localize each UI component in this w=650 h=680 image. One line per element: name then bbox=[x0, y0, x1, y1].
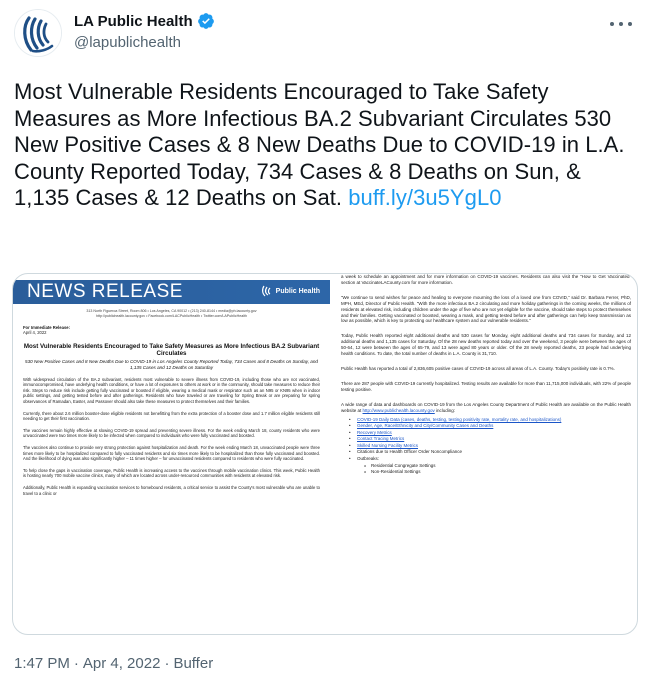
list-item[interactable] bbox=[357, 430, 631, 437]
data-dashboard-paragraph bbox=[341, 402, 631, 414]
public-health-url-link[interactable]: http://www.publichealth.lacounty.gov bbox=[362, 407, 435, 413]
tweet-source[interactable]: Buffer bbox=[173, 655, 214, 672]
document-paragraph: a week to schedule an appointment and for more information on COVID-19 vaccines. Residents can also visit the “How to Get Vaccinated” section at VaccinateLACounty.com for more information. bbox=[341, 274, 631, 285]
display-name[interactable]: LA Public Health bbox=[74, 12, 193, 30]
document-paragraph: Currently, there about 2.6 million booster-dose eligible residents not benefitting from the extra protection of a booster dose and 1.7 million eligible residents still needing to get their first vaccination. bbox=[23, 410, 320, 422]
list-text: Outbreaks: bbox=[357, 456, 380, 462]
document-paragraph: “We continue to send wishes for peace and healing to everyone mourning the loss of a loved one from COVID,” said Dr. Barbara Ferrer, PhD, MPH, MEd, Director of Public Health. “With the more infectious BA.2 circulating and more holiday gatherings in the coming weeks, the millions of residents at elevated risk, including children under the age of five who are not yet eligible for the vaccine, should take steps to protect themselves and their families. Getting vaccinated or boosted, wearing a mask, and getting tested before and after gatherings can help keep transmission as low as possible, which is key to protecting our healthcare system and our vulnerable residents.” bbox=[341, 294, 631, 324]
avatar[interactable] bbox=[14, 9, 62, 57]
document-address: 313 North Figueroa Street, Room 806 • Los Angeles, CA 90012 • (213) 240-8144 • media@ph.lacounty.gov bbox=[86, 309, 257, 313]
list-item[interactable] bbox=[357, 423, 631, 430]
sub-list-text: Residential Congregate Settings bbox=[371, 462, 436, 468]
list-item[interactable] bbox=[357, 417, 631, 424]
dot-icon bbox=[619, 22, 623, 26]
document-paragraph: The vaccines remain highly effective at slowing COVID-19 spread and preventing severe illness. For the week ending March 18, county residents who were unvaccinated were two times more likely to be infected when compared to individuals who were fully vaccinated and boosted. bbox=[23, 427, 320, 439]
county-seal-icon bbox=[261, 285, 273, 297]
sub-list bbox=[357, 463, 631, 476]
document-paragraph: Additionally, Public Health is expanding vaccination services to homebound residents, a critical service to assist the County's most vulnerable who are unable to travel to a clinic or bbox=[23, 484, 320, 496]
document-social-links: http://publichealth.lacounty.gov • Facebook.com/LACPublicHealth • Twitter.com/LAPublicHealth bbox=[95, 314, 247, 318]
data-intro: A wide range of data and dashboards on COVID-19 from the Los Angeles County Department of Public Health are available on the Public Health website at bbox=[341, 401, 631, 413]
document-headline: Most Vulnerable Residents Encouraged to Take Safety Measures as More Infectious BA.2 Subvariant Circulates bbox=[23, 342, 320, 357]
list-item[interactable] bbox=[357, 436, 631, 443]
release-label: For Immediate Release: bbox=[23, 325, 71, 330]
data-list bbox=[341, 417, 631, 476]
public-health-logo-text: Public Health bbox=[275, 287, 320, 295]
tweet-date[interactable]: Apr 4, 2022 bbox=[82, 655, 161, 672]
data-intro-tail: including: bbox=[436, 407, 456, 413]
meta-separator: · bbox=[164, 655, 170, 672]
public-health-logo bbox=[261, 285, 320, 297]
document-paragraph: Today, Public Health reported eight additional deaths and 530 cases for Monday, eight additional deaths and 734 cases for Sunday, and 12 additional deaths and 1,135 cases for Saturday. Of the 28 new deaths reported today and over the weekend, 3 people were between the ages of 50-64, 12 were between the ages of 65-79, and 13 were aged 80 years or older. Of the 28 newly reported deaths, 23 people had underlying health conditions. To date, the total number of deaths in L.A. County is 31,710. bbox=[341, 333, 631, 357]
account-handle[interactable]: @lapublichealth bbox=[74, 34, 181, 51]
list-item[interactable] bbox=[357, 443, 631, 450]
list-link[interactable]: Recovery Metrics bbox=[357, 429, 392, 435]
tweet-time[interactable]: 1:47 PM bbox=[14, 655, 70, 672]
document-paragraph: With widespread circulation of the BA.2 subvariant, residents most vulnerable to severe illness from COVID-19, including those who are not vaccinated, immunocompromised, have underlying health conditions, or have a lot of exposures to others at work or in the community, should take measures to reduce their risk. Steps to reduce risk include getting fully vaccinated or boosted if eligible, wearing a medical mask or respirator such as an N95 or KN95 when in indoor public settings, and getting tested before and after gatherings. Residents who have traveled or are traveling for Spring Break or are preparing for spring observances of Ramadan, Easter, and Passover should also take these measures to protect themselves and their families. bbox=[23, 376, 320, 404]
document-paragraph: There are 287 people with COVID-19 currently hospitalized. Testing results are available for more than 11,715,000 individuals, with 22% of people testing positive. bbox=[341, 380, 631, 392]
list-link[interactable]: COVID-19 Daily Data (cases, deaths, testing, testing positivity rate, mortality rate, and hospitalizations) bbox=[357, 416, 562, 422]
document-paragraph: The vaccines also continue to provide very strong protection against hospitalization and death. For the week ending March 18, unvaccinated people were three times more likely to be hospitalized compared to fully vaccinated residents and six times more likely to be hospitalized than those fully vaccinated and boosted. And the likelihood of dying was also significantly higher – 11 times higher – for unvaccinated residents compared to residents who were fully vaccinated. bbox=[23, 444, 320, 462]
list-item bbox=[357, 456, 631, 476]
meta-separator: · bbox=[73, 655, 79, 672]
verified-badge-icon bbox=[197, 12, 215, 30]
la-county-logo-icon bbox=[15, 10, 62, 57]
list-text: Citations due to Health Officer Order Noncompliance bbox=[357, 449, 462, 455]
list-link[interactable]: Skilled Nursing Facility Metrics bbox=[357, 442, 419, 448]
list-link[interactable]: Gender, Age, Race/Ethnicity and City/Community Cases and Deaths bbox=[357, 423, 494, 429]
document-paragraph: To help close the gaps in vaccination coverage, Public Health is increasing access to the vaccines through mobile vaccination clinics. This week, Public Health is hosting nearly 700 mobile vaccine clinics, many of which are located across under-resourced communities with residents at elevated risk. bbox=[23, 467, 320, 479]
tweet-text bbox=[14, 79, 640, 212]
tweet-link[interactable]: buff.ly/3u5YgL0 bbox=[348, 185, 502, 210]
sub-list-item bbox=[371, 469, 631, 476]
document-left-column bbox=[13, 274, 330, 635]
sub-list-item bbox=[371, 463, 631, 470]
news-release-title: NEWS RELEASE bbox=[27, 281, 183, 302]
tweet-meta bbox=[14, 655, 213, 672]
news-release-banner bbox=[13, 280, 330, 304]
tweet-body: Most Vulnerable Residents Encouraged to Take Safety Measures as More Infectious BA.2 Subvariant Circulates 530 New Positive Cases & 8 New Deaths Due to COVID-19 in L.A. County Reported Today, 734 Cases & 8 Deaths on Sun, & 1,135 Cases & 12 Deaths on Sat. bbox=[14, 79, 625, 210]
more-options-icon[interactable] bbox=[610, 14, 632, 34]
account-name-row bbox=[74, 12, 215, 30]
list-link[interactable]: Contact Tracing Metrics bbox=[357, 436, 405, 442]
document-paragraph: Public Health has reported a total of 2,836,605 positive cases of COVID-19 across all areas of L.A. County. Today's positivity rate is 0.7%. bbox=[341, 365, 615, 371]
dot-icon bbox=[610, 22, 614, 26]
list-item bbox=[357, 449, 631, 456]
document-subhead: 530 New Positive Cases and 8 New Deaths Due to COVID-19 in Los Angeles County Reported Today, 734 Cases and 8 Deaths on Sunday, and 1,135 Cases and 12 Deaths on Saturday bbox=[25, 359, 318, 370]
dot-icon bbox=[628, 22, 632, 26]
document-right-column bbox=[333, 274, 638, 635]
tweet-media-image[interactable] bbox=[12, 273, 638, 635]
sub-list-text: Non-Residential Settings bbox=[371, 469, 421, 475]
release-date: April 4, 2022 bbox=[23, 330, 47, 336]
